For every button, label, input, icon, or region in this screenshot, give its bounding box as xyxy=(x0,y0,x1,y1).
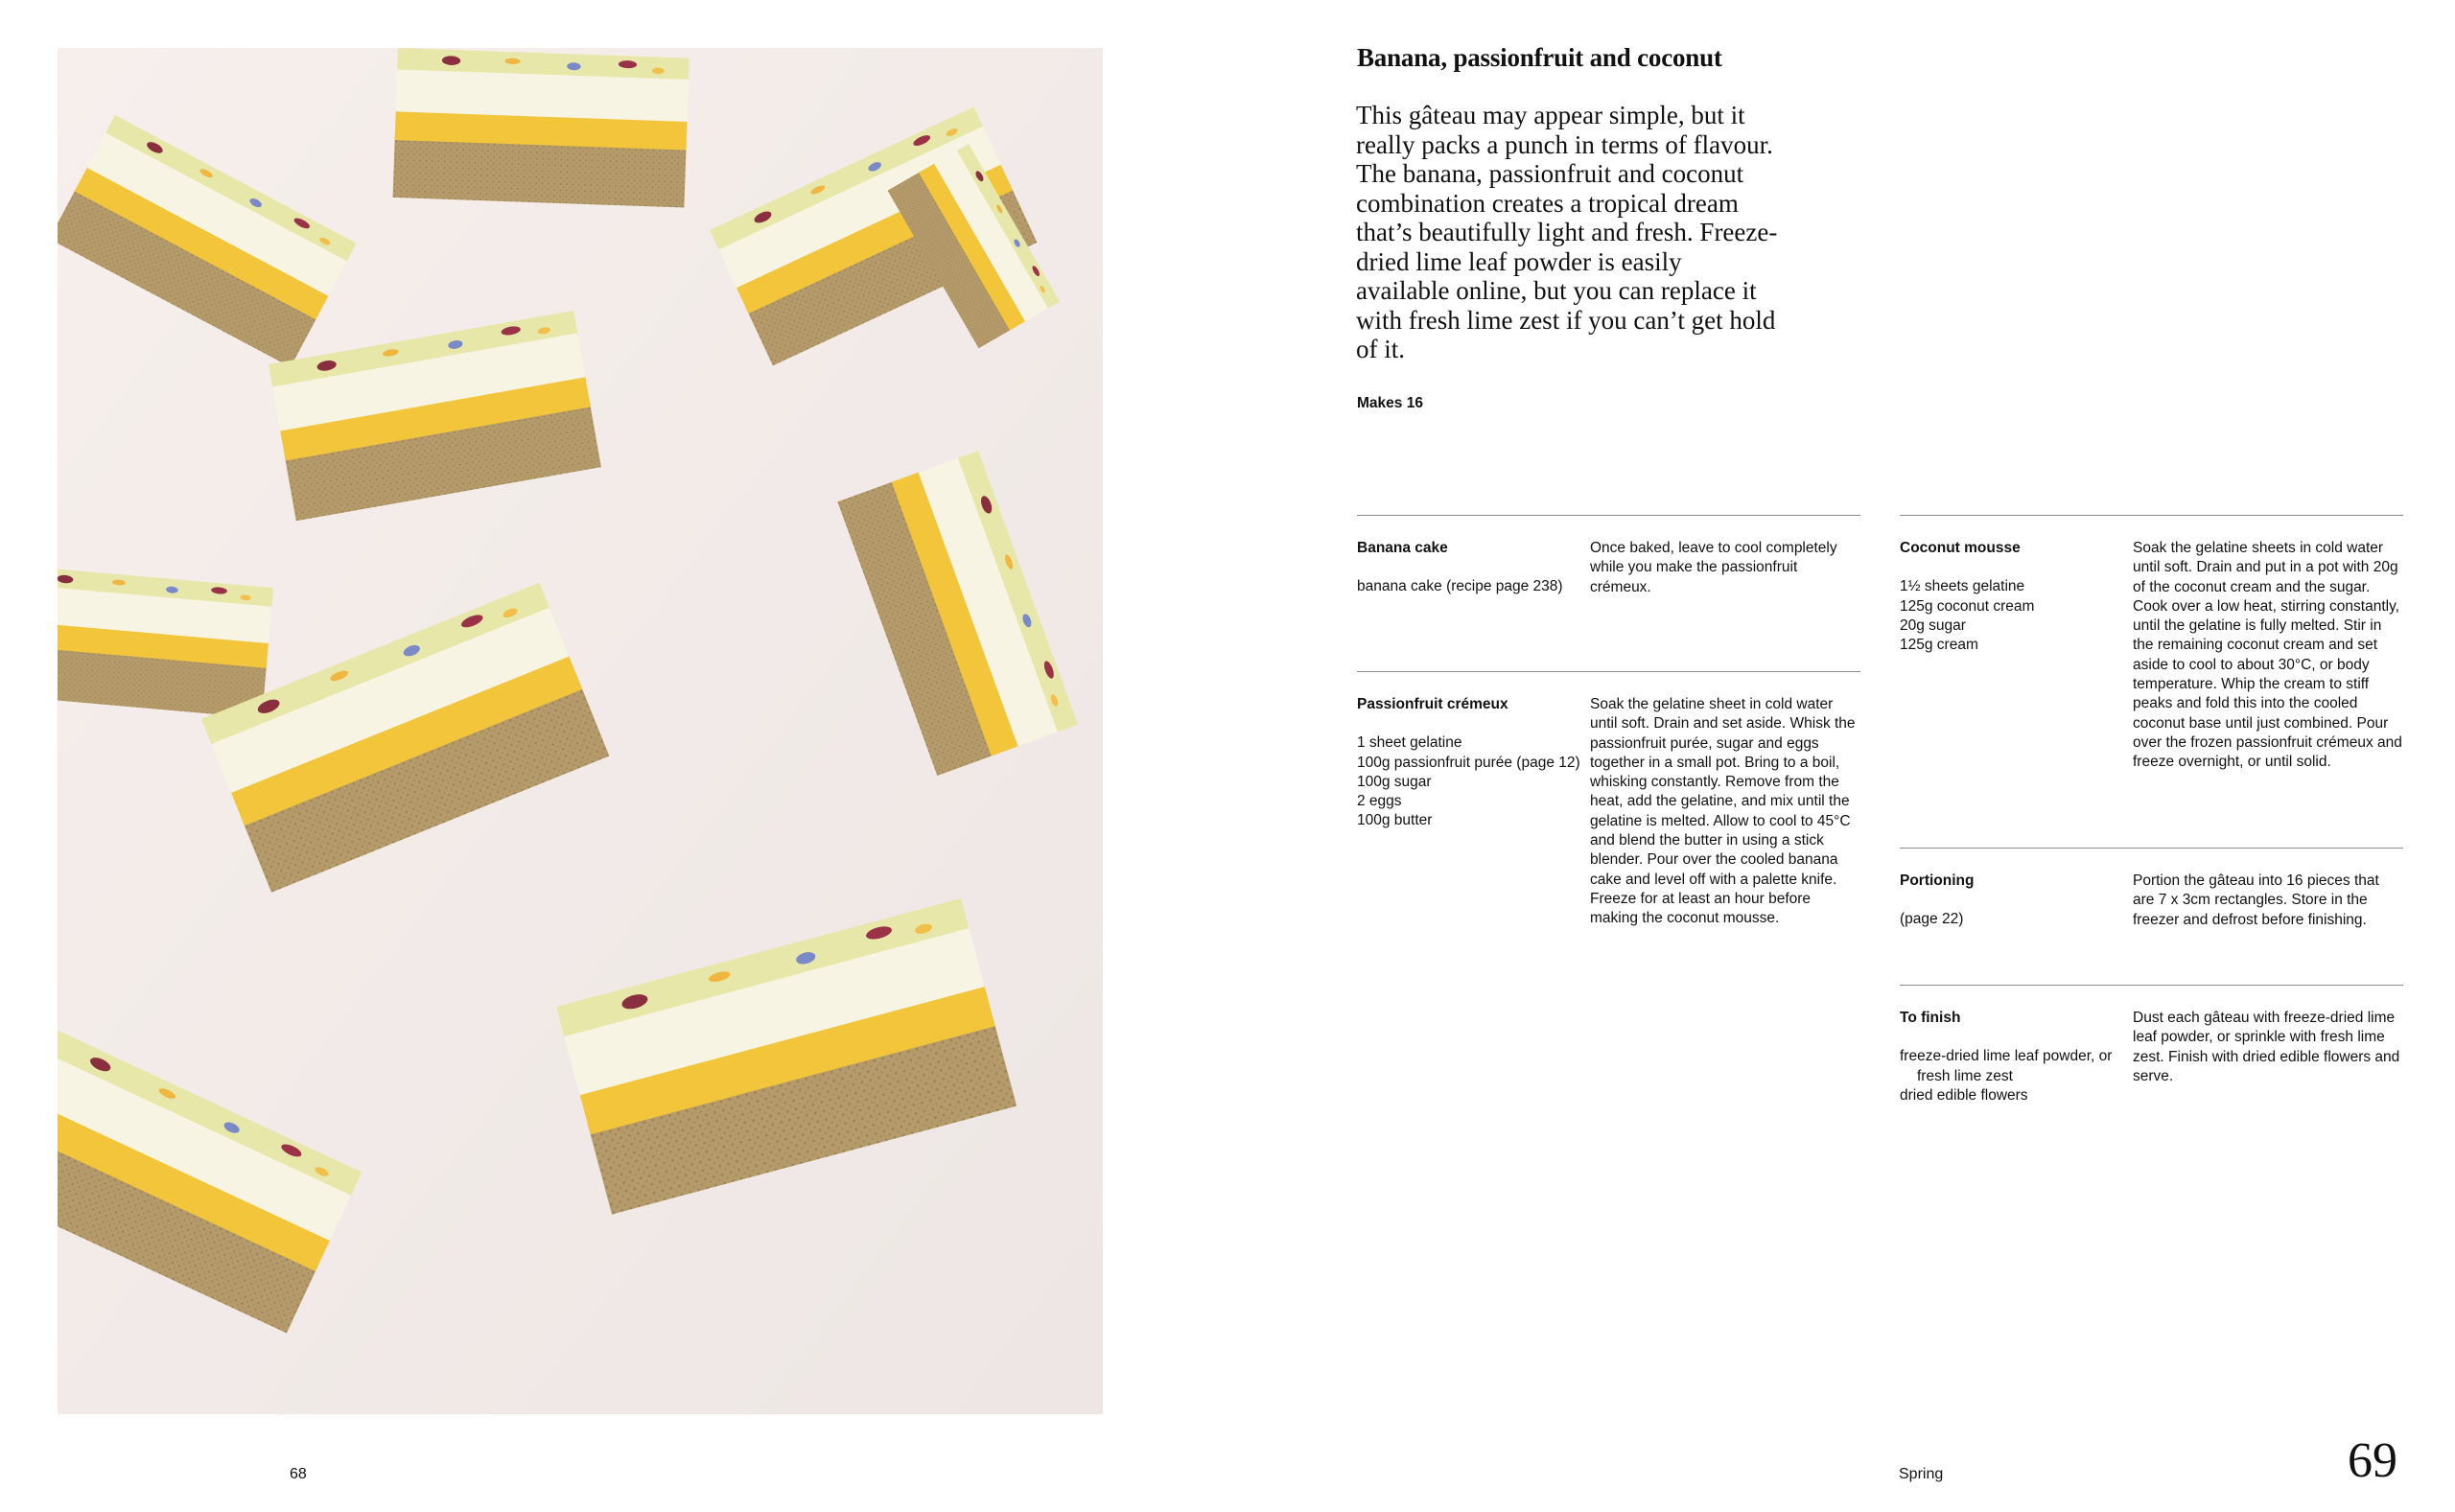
block-method: Once baked, leave to cool completely while you make the passionfruit crémeux. xyxy=(1590,540,1837,595)
ingredient: 125g coconut cream xyxy=(1900,597,2035,615)
block-banana-cake xyxy=(1357,515,1860,669)
cake-photo xyxy=(58,48,1103,1414)
recipe-yield: Makes 16 xyxy=(1357,395,1423,411)
page-number-left: 68 xyxy=(290,1466,307,1482)
block-to-finish xyxy=(1900,985,2403,1139)
block-passionfruit-cremeux xyxy=(1357,671,1860,960)
ingredient: 100g passionfruit purée (page 12) xyxy=(1357,754,1580,771)
ingredient: freeze-dried lime leaf powder, or fresh lime zest xyxy=(1900,1048,2113,1084)
recipe-title: Banana, passionfruit and coconut xyxy=(1357,43,1722,72)
block-name: Passionfruit crémeux xyxy=(1357,696,1508,712)
ingredient: 20g sugar xyxy=(1900,616,1966,634)
ingredient: 100g butter xyxy=(1357,812,1433,829)
block-name: Banana cake xyxy=(1357,540,1448,556)
block-method: Dust each gâteau with freeze-dried lime leaf powder, or sprinkle with fresh lime zest. Finish with dried edible flowers and serve. xyxy=(2133,1010,2400,1084)
ingredient: 1 sheet gelatine xyxy=(1357,734,1462,752)
block-name: To finish xyxy=(1900,1010,1961,1026)
page-number-right: 69 xyxy=(2348,1433,2397,1488)
block-name: Portioning xyxy=(1900,872,1975,889)
ingredient: dried edible flowers xyxy=(1900,1086,2028,1104)
ingredient: banana cake (recipe page 238) xyxy=(1357,578,1563,595)
block-method: Soak the gelatine sheets in cold water until soft. Drain and put in a pot with 20g of the coconut cream and the sugar. Cook over a low heat, stirring constantly, until the gelatine is fully melted. Stir in the remaining coconut cream and set aside to cool to about 30°C, or body temperature. Whip the cream to stiff peaks and fold this into the cooled coconut base until just combined. Pour over the frozen passionfruit crémeux and freeze overnight, or until solid. xyxy=(2133,540,2402,771)
block-name: Coconut mousse xyxy=(1900,540,2021,556)
block-method: Portion the gâteau into 16 pieces that are 7 x 3cm rectangles. Store in the freezer and defrost before finishing. xyxy=(2133,872,2379,928)
block-method: Soak the gelatine sheet in cold water until soft. Drain and set aside. Whisk the passionfruit purée, sugar and eggs together in a small pot. Bring to a boil, whisking constantly. Remove from the heat, add the gelatine, and mix until the gelatine is melted. Allow to cool to 45°C and blend the butter in using a stick blender. Pour over the cooled banana cake and level off with a palette knife. Freeze for at least an hour before making the coconut mousse. xyxy=(1590,696,1856,927)
block-portioning xyxy=(1900,848,2403,978)
recipe-intro: This gâteau may appear simple, but it really packs a punch in terms of flavour. The banana, passionfruit and coconut combination creates a tropical dream that’s beautifully light and fresh. Freeze-dried lime leaf powder is easily available online, but you can replace it with fresh lime zest if you can’t get hold of it. xyxy=(1356,101,1778,363)
ingredient: 125g cream xyxy=(1900,637,1978,654)
ingredient: 1½ sheets gelatine xyxy=(1900,578,2025,595)
ingredient: 100g sugar xyxy=(1357,773,1432,790)
cake-photo-illustration xyxy=(58,48,1103,1414)
ingredient: 2 eggs xyxy=(1357,793,1402,810)
block-coconut-mousse xyxy=(1900,515,2403,842)
section-name: Spring xyxy=(1899,1466,1944,1482)
page-reference: (page 22) xyxy=(1900,911,1964,928)
